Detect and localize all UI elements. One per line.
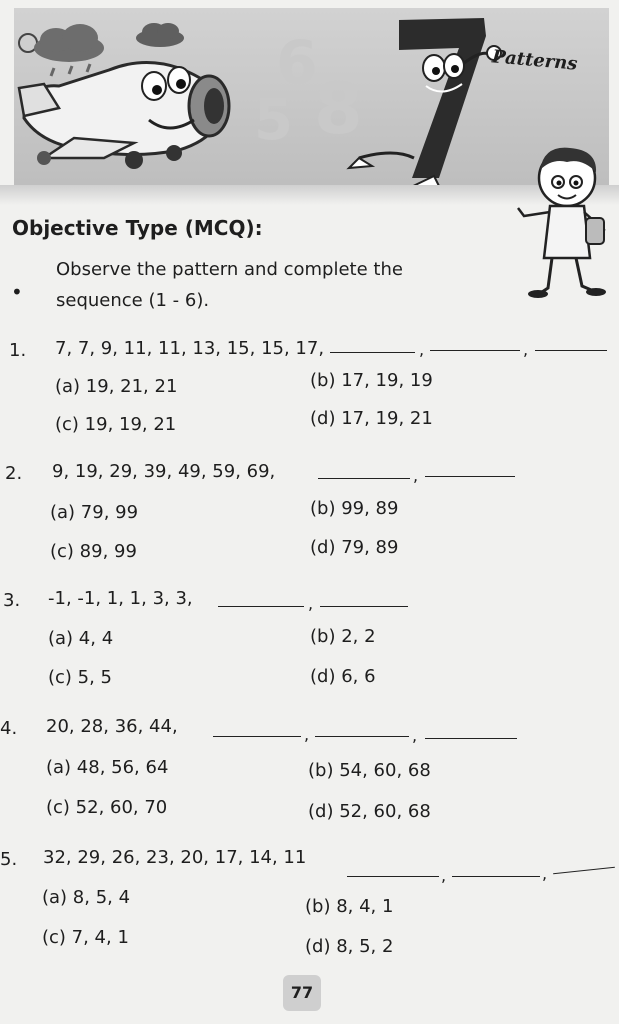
section-title: Objective Type (MCQ): [12, 216, 263, 240]
page-number: 77 [283, 975, 321, 1011]
blank-separator: , [308, 594, 314, 613]
blank-separator: , [542, 864, 548, 883]
option-a[interactable]: (a) 79, 99 [50, 502, 139, 523]
number-seven-character-illustration [349, 18, 501, 188]
option-b[interactable]: (b) 17, 19, 19 [310, 370, 433, 391]
option-b[interactable]: (b) 8, 4, 1 [305, 896, 394, 917]
option-c[interactable]: (c) 52, 60, 70 [46, 797, 168, 818]
answer-blank[interactable] [320, 606, 408, 607]
question-sequence: 20, 28, 36, 44, [46, 716, 178, 737]
blank-separator: , [523, 340, 529, 359]
blank-separator: , [304, 725, 310, 744]
boy-cartoon-illustration [512, 140, 619, 300]
rain-cloud-icon [19, 24, 104, 76]
question-sequence: -1, -1, 1, 1, 3, 3, [48, 588, 193, 609]
background-digit-decoration: 5 [254, 88, 293, 153]
option-a[interactable]: (a) 48, 56, 64 [46, 757, 169, 778]
blank-separator: , [413, 466, 419, 485]
option-b[interactable]: (b) 99, 89 [310, 498, 399, 519]
option-d[interactable]: (d) 6, 6 [310, 666, 376, 687]
background-digit-decoration: 6 [276, 28, 318, 98]
option-d[interactable]: (d) 17, 19, 21 [310, 408, 433, 429]
option-a[interactable]: (a) 19, 21, 21 [55, 376, 178, 397]
blank-separator: , [441, 866, 447, 885]
question-number: 5. [0, 849, 18, 870]
blank-separator: , [419, 340, 425, 359]
question-number: 3. [3, 590, 21, 611]
small-cloud-icon [136, 23, 184, 47]
option-c[interactable]: (c) 19, 19, 21 [55, 414, 177, 435]
option-c[interactable]: (c) 5, 5 [48, 667, 113, 688]
answer-blank[interactable] [430, 350, 520, 351]
instruction-text [56, 254, 403, 316]
answer-blank[interactable] [535, 350, 607, 351]
answer-blank[interactable] [425, 476, 515, 477]
chapter-title: Patterns [491, 46, 579, 75]
answer-blank[interactable] [452, 876, 540, 877]
option-b[interactable]: (b) 54, 60, 68 [308, 760, 431, 781]
question-number: 1. [9, 340, 27, 361]
answer-blank[interactable] [553, 867, 615, 874]
cartoon-airplane-illustration [19, 62, 229, 169]
background-digit-decoration: 8 [314, 68, 363, 150]
question-sequence: 32, 29, 26, 23, 20, 17, 14, 11 [43, 847, 307, 868]
instruction-line: Observe the pattern and complete the [56, 259, 403, 280]
question-sequence: 9, 19, 29, 39, 49, 59, 69, [52, 461, 276, 482]
question-number: 4. [0, 718, 18, 739]
option-d[interactable]: (d) 52, 60, 68 [308, 801, 431, 822]
blank-separator: , [412, 726, 418, 745]
option-a[interactable]: (a) 8, 5, 4 [42, 887, 131, 908]
answer-blank[interactable] [315, 736, 409, 737]
question-sequence: 7, 7, 9, 11, 11, 13, 15, 15, 17, [55, 338, 325, 359]
answer-blank[interactable] [425, 738, 517, 739]
option-b[interactable]: (b) 2, 2 [310, 626, 376, 647]
answer-blank[interactable] [218, 606, 304, 607]
instruction-bullet: • [11, 280, 23, 304]
answer-blank[interactable] [213, 736, 301, 737]
answer-blank[interactable] [347, 876, 439, 877]
option-a[interactable]: (a) 4, 4 [48, 628, 114, 649]
instruction-line: sequence (1 - 6). [56, 290, 210, 311]
option-d[interactable]: (d) 79, 89 [310, 537, 399, 558]
question-number: 2. [5, 463, 23, 484]
option-d[interactable]: (d) 8, 5, 2 [305, 936, 394, 957]
option-c[interactable]: (c) 89, 99 [50, 541, 137, 562]
answer-blank[interactable] [318, 478, 410, 479]
answer-blank[interactable] [330, 352, 415, 353]
option-c[interactable]: (c) 7, 4, 1 [42, 927, 129, 948]
